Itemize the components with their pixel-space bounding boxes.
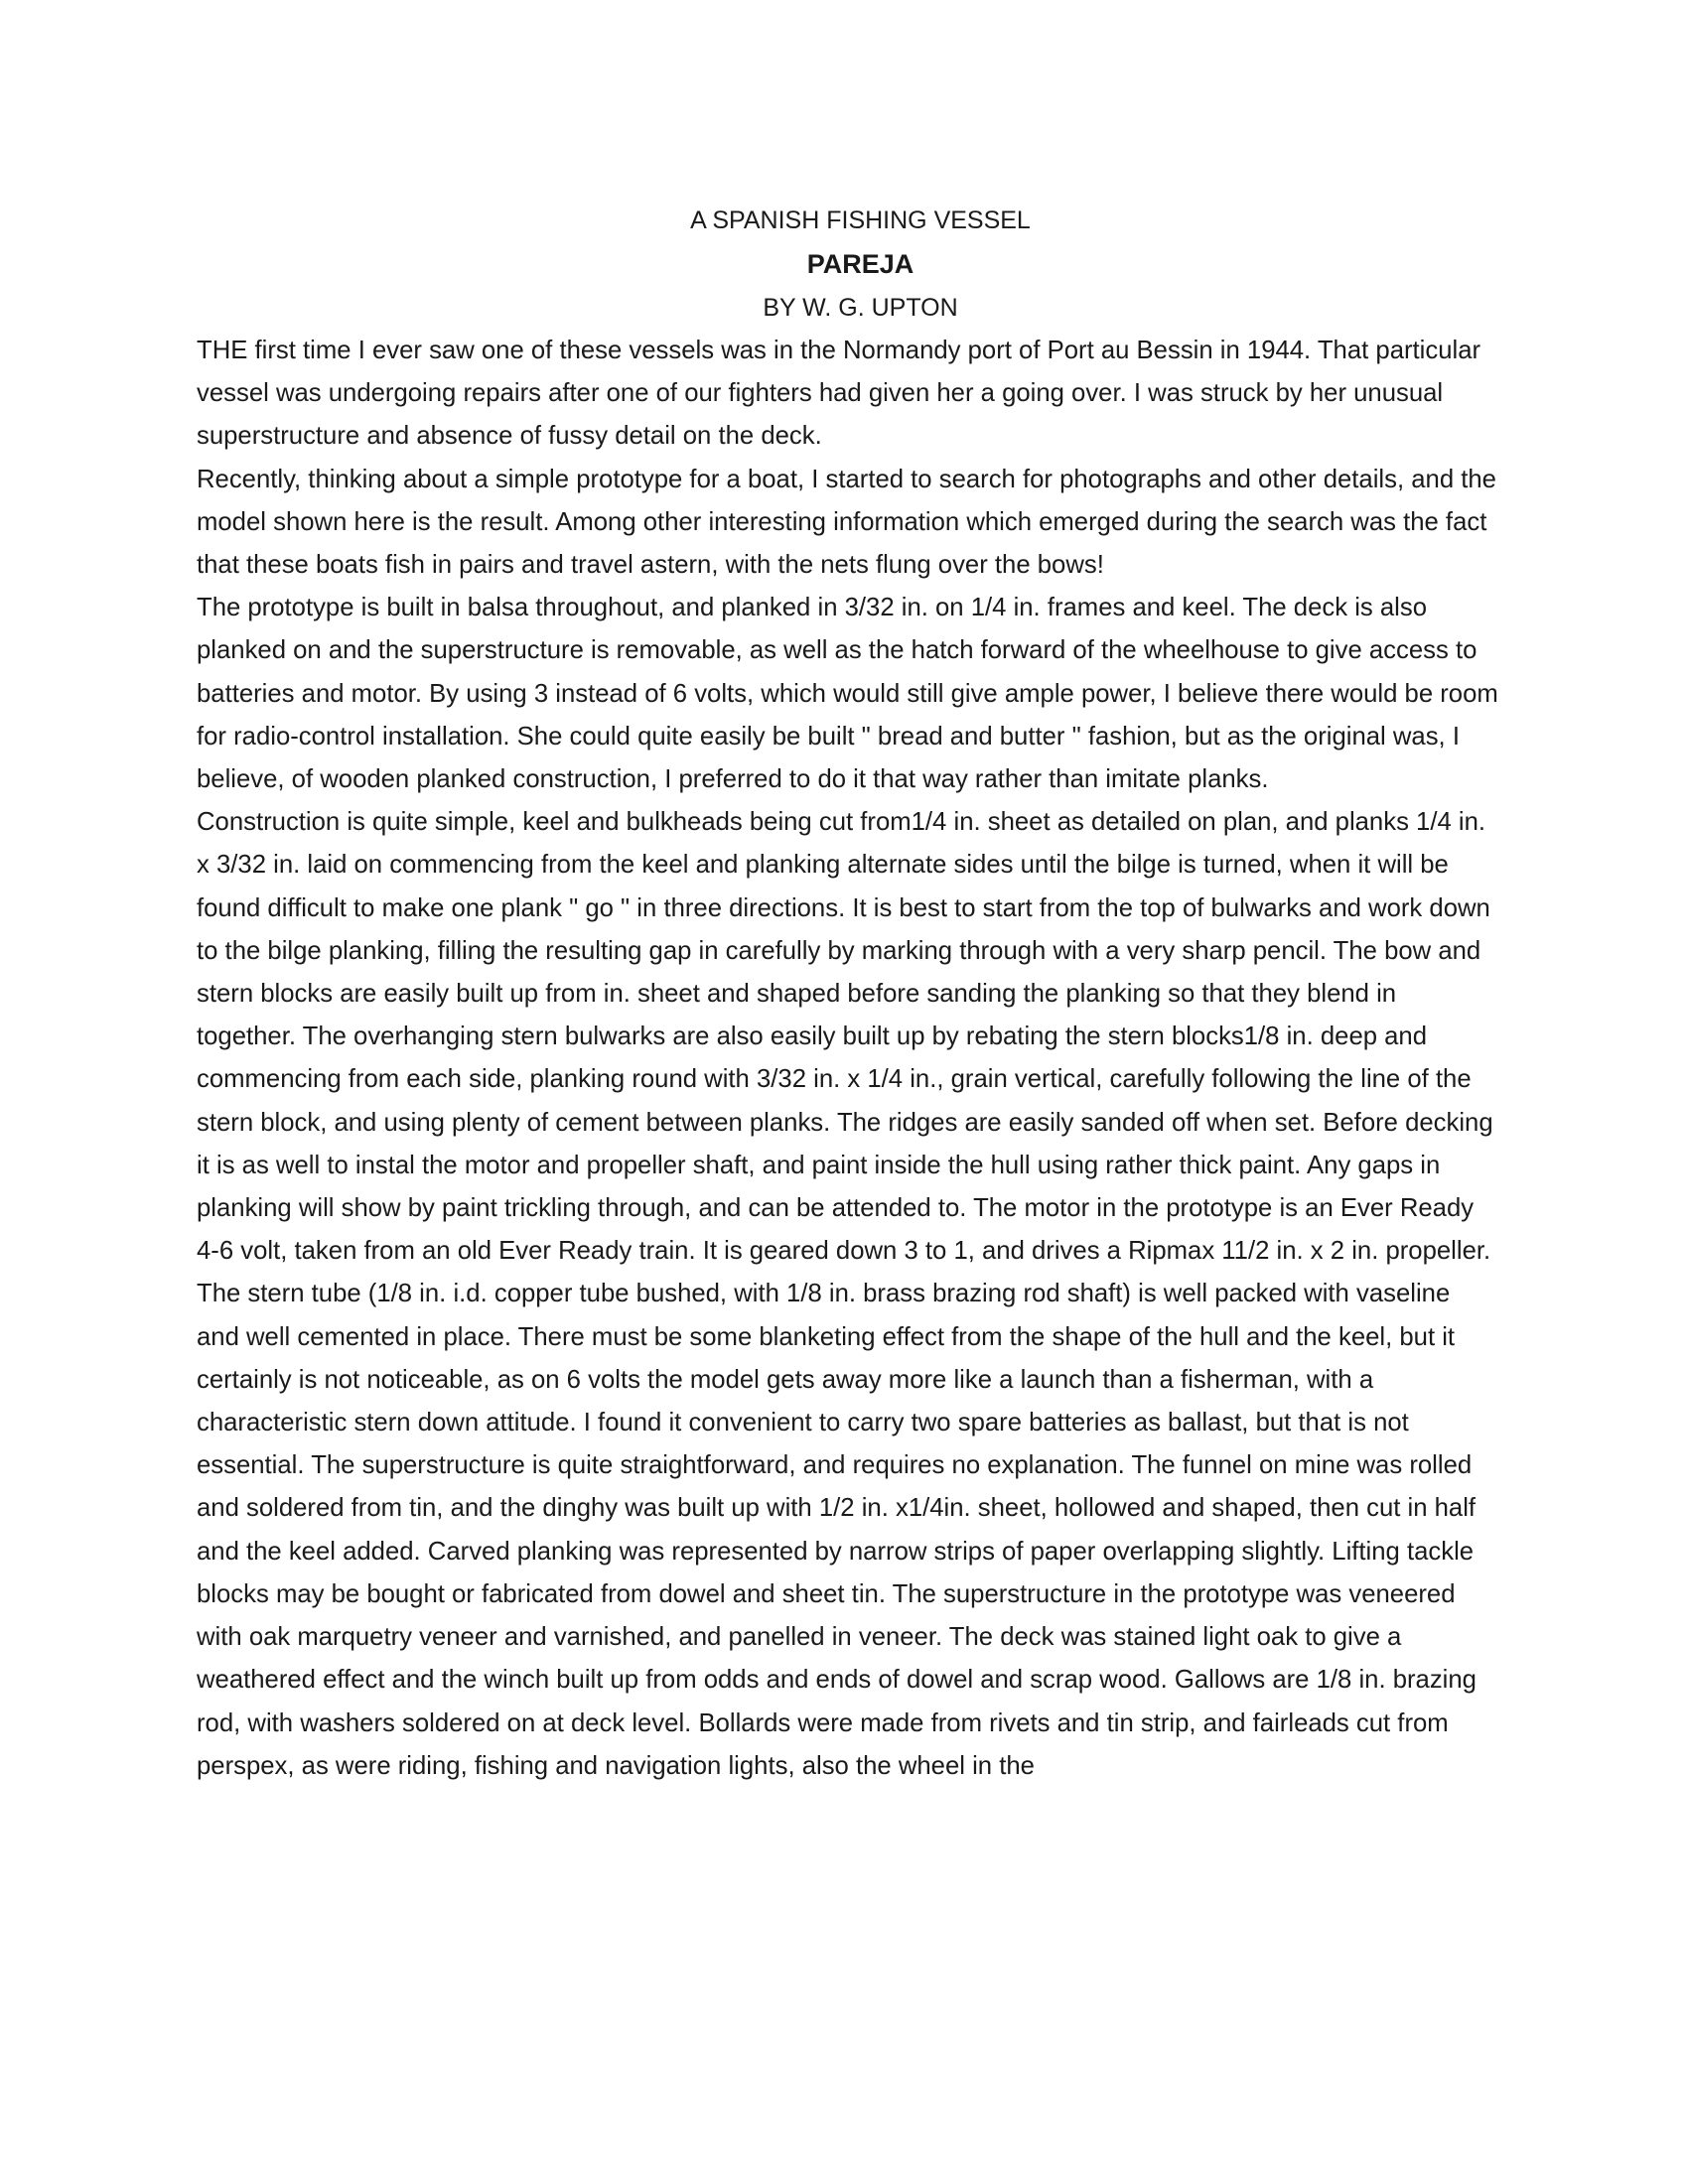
- paragraph-1: THE first time I ever saw one of these vessels was in the Normandy port of Port au Bessin in 1944. That particular vessel was undergoing repairs after one of our fighters had given her a going over. I was struck by her unusual superstructure and absence of fussy detail on the deck.: [197, 337, 1481, 451]
- article-title: PAREJA: [806, 249, 914, 279]
- article-header: [221, 199, 1499, 330]
- article-byline: BY W. G. UPTON: [763, 294, 958, 322]
- paragraph-2: Recently, thinking about a simple prototype for a boat, I started to search for photographs and other details, and the model shown here is the result. Among other interesting information which emerged during the search was the fact that these boats fish in pairs and travel astern, with the nets flung over the bows!: [197, 465, 1496, 580]
- paragraph-4: Construction is quite simple, keel and bulkheads being cut from1/4 in. sheet as detailed on plan, and planks 1/4 in. x 3/32 in. laid on commencing from the keel and planking alternate sides until the bilge is turned, when it will be found difficult to make one plank " go " in three directions. It is best to start from the top of bulwarks and work down to the bilge planking, filling the resulting gap in carefully by marking through with a very sharp pencil. The bow and stern blocks are easily built up from in. sheet and shaped before sanding the planking so that they blend in together. The overhanging stern bulwarks are also easily built up by rebating the stern blocks1/8 in. deep and commencing from each side, planking round with 3/32 in. x 1/4 in., grain vertical, carefully following the line of the stern block, and using plenty of cement between planks. The ridges are easily sanded off when set. Before decking it is as well to instal the motor and propeller shaft, and paint inside the hull using rather thick paint. Any gaps in planking will show by paint trickling through, and can be attended to. The motor in the prototype is an Ever Ready 4-6 volt, taken from an old Ever Ready train. It is geared down 3 to 1, and drives a Ripmax 11/2 in. x 2 in. propeller.: [197, 808, 1493, 1266]
- article-body: [197, 330, 1499, 1788]
- document-page: [197, 199, 1499, 1788]
- paragraph-3: The prototype is built in balsa throughout, and planked in 3/32 in. on 1/4 in. frames and keel. The deck is also planked on and the superstructure is removable, as well as the hatch forward of the wheelhouse to give access to batteries and motor. By using 3 instead of 6 volts, which would still give ample power, I believe there would be room for radio-control installation. She could quite easily be built " bread and butter " fashion, but as the original was, I believe, of wooden planked construction, I preferred to do it that way rather than imitate planks.: [197, 594, 1498, 794]
- article-kicker: A SPANISH FISHING VESSEL: [690, 206, 1031, 234]
- paragraph-5: The stern tube (1/8 in. i.d. copper tube bushed, with 1/8 in. brass brazing rod shaft) is well packed with vaseline and well cemented in place. There must be some blanketing effect from the shape of the hull and the keel, but it certainly is not noticeable, as on 6 volts the model gets away more like a launch than a fisherman, with a characteristic stern down attitude. I found it convenient to carry two spare batteries as ballast, but that is not essential. The superstructure is quite straightforward, and requires no explanation. The funnel on mine was rolled and soldered from tin, and the dinghy was built up with 1/2 in. x1/4in. sheet, hollowed and shaped, then cut in half and the keel added. Carved planking was represented by narrow strips of paper overlapping slightly. Lifting tackle blocks may be bought or fabricated from dowel and sheet tin. The superstructure in the prototype was veneered with oak marquetry veneer and varnished, and panelled in veneer. The deck was stained light oak to give a weathered effect and the winch built up from odds and ends of dowel and scrap wood. Gallows are 1/8 in. brazing rod, with washers soldered on at deck level. Bollards were made from rivets and tin strip, and fairleads cut from perspex, as were riding, fishing and navigation lights, also the wheel in the: [197, 1280, 1477, 1780]
